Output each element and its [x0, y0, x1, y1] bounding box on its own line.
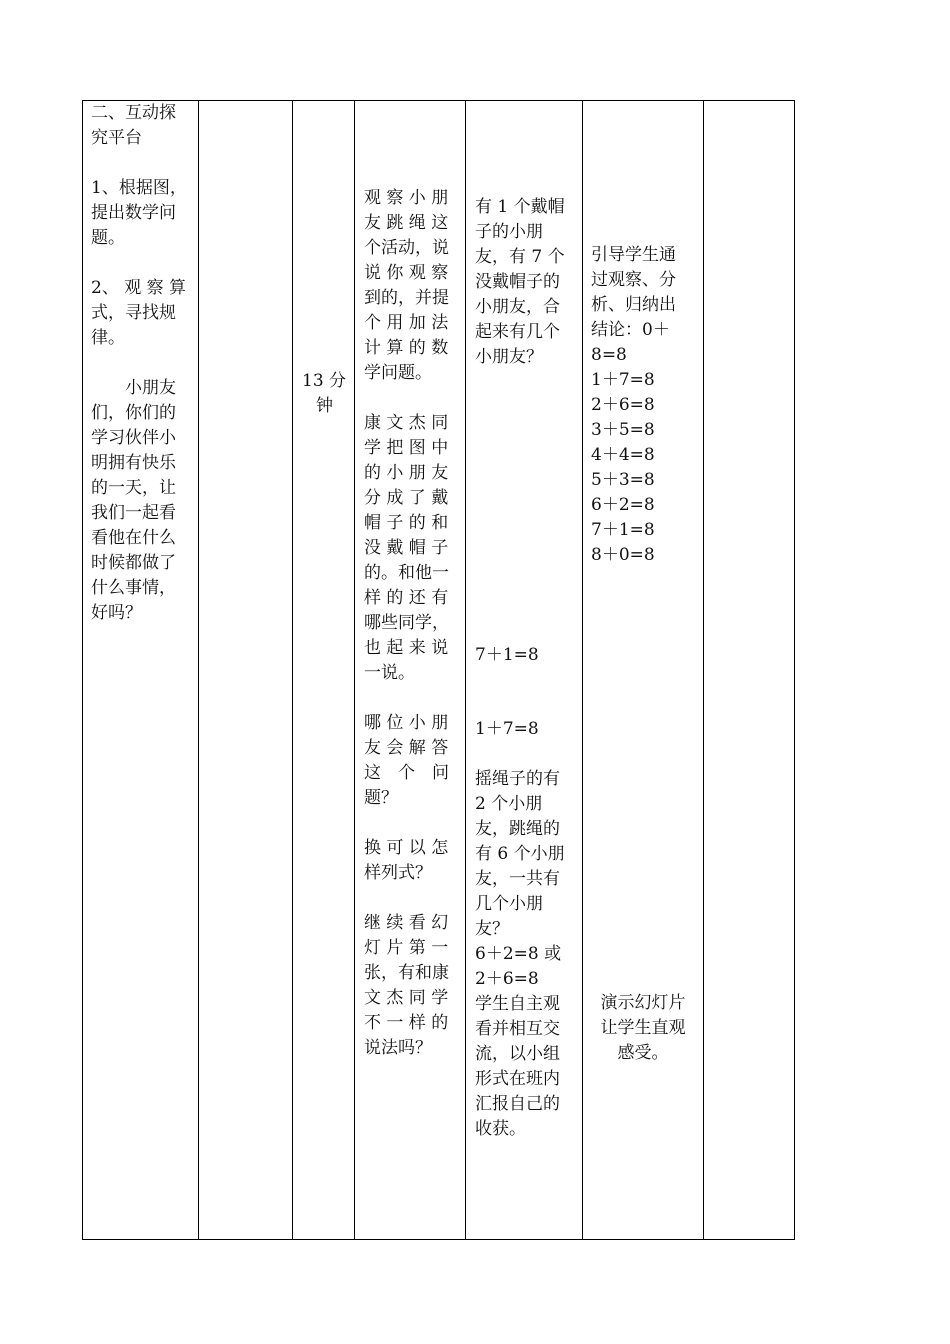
column-divider — [703, 100, 704, 1240]
column-divider — [198, 100, 199, 1240]
section-item-2: 2、 观 察 算 式，寻找规 律。 — [91, 278, 187, 348]
teacher-para-3: 哪 位 小 朋 友 会 解 答 这 个 问 题？ — [364, 713, 449, 808]
intent-para-1: 引导学生通 过观察、分 析、归纳出 结论：0＋ 8=8 1＋7=8 2＋6=8 3＋5=8 4＋4=8 5＋3=8 6＋2=8 7＋1=8 8＋0=8 — [591, 245, 676, 565]
section-intro: 小朋友 们，你们的 学习伙伴小 明拥有快乐 的一天，让 我们一起看 看他在什么 时候都做了 什么事情， 好吗？ — [91, 378, 176, 623]
section-item-1: 1、根据图， 提出数学问 题。 — [91, 178, 187, 248]
student-activity-para-2: 摇绳子的有 2 个小朋 友，跳绳的 有 6 个小朋 友，一共有 几个小朋 友？ 6＋2=8 或 2＋6=8 学生自主观 看并相互交 流，以小组 形式在班内 汇报自己的 收获。 — [475, 769, 565, 1139]
teacher-para-5: 继 续 看 幻 灯 片 第 一 张，有和康 文 杰 同 学 不 一 样 的 说法吗？ — [364, 913, 449, 1058]
time-cell: 13 分 钟 — [302, 371, 347, 416]
student-equation-1: 7＋1=8 — [475, 645, 539, 665]
teacher-para-2: 康 文 杰 同 学 把 图 中 的 小 朋 友 分 成 了 戴 帽 子 的 和 没 戴 帽 子 的。和他一 样 的 还 有 哪些同学， 也 起 来 说 一说。 — [364, 413, 449, 683]
column-divider — [354, 100, 355, 1240]
section-title: 二、互动探 究平台 — [91, 103, 176, 148]
student-activity-para-1: 有 1 个戴帽 子的小朋 友，有 7 个 没戴帽子的 小朋友，合 起来有几个 小朋友？ — [475, 197, 565, 367]
intent-para-2: 演示幻灯片 让学生直观 感受。 — [600, 993, 686, 1063]
column-divider — [465, 100, 466, 1240]
column-divider — [582, 100, 583, 1240]
section-cell — [91, 101, 196, 626]
teacher-para-1: 观 察 小 朋 友 跳 绳 这 个活动，说 说 你 观 察 到的，并提 个 用 加 法 计 算 的 数 学问题。 — [364, 188, 449, 383]
teacher-para-4: 换 可 以 怎 样列式？ — [364, 838, 449, 883]
student-equation-2: 1＋7=8 — [475, 719, 539, 739]
column-divider — [292, 100, 293, 1240]
teacher-activity-cell — [364, 186, 462, 1061]
